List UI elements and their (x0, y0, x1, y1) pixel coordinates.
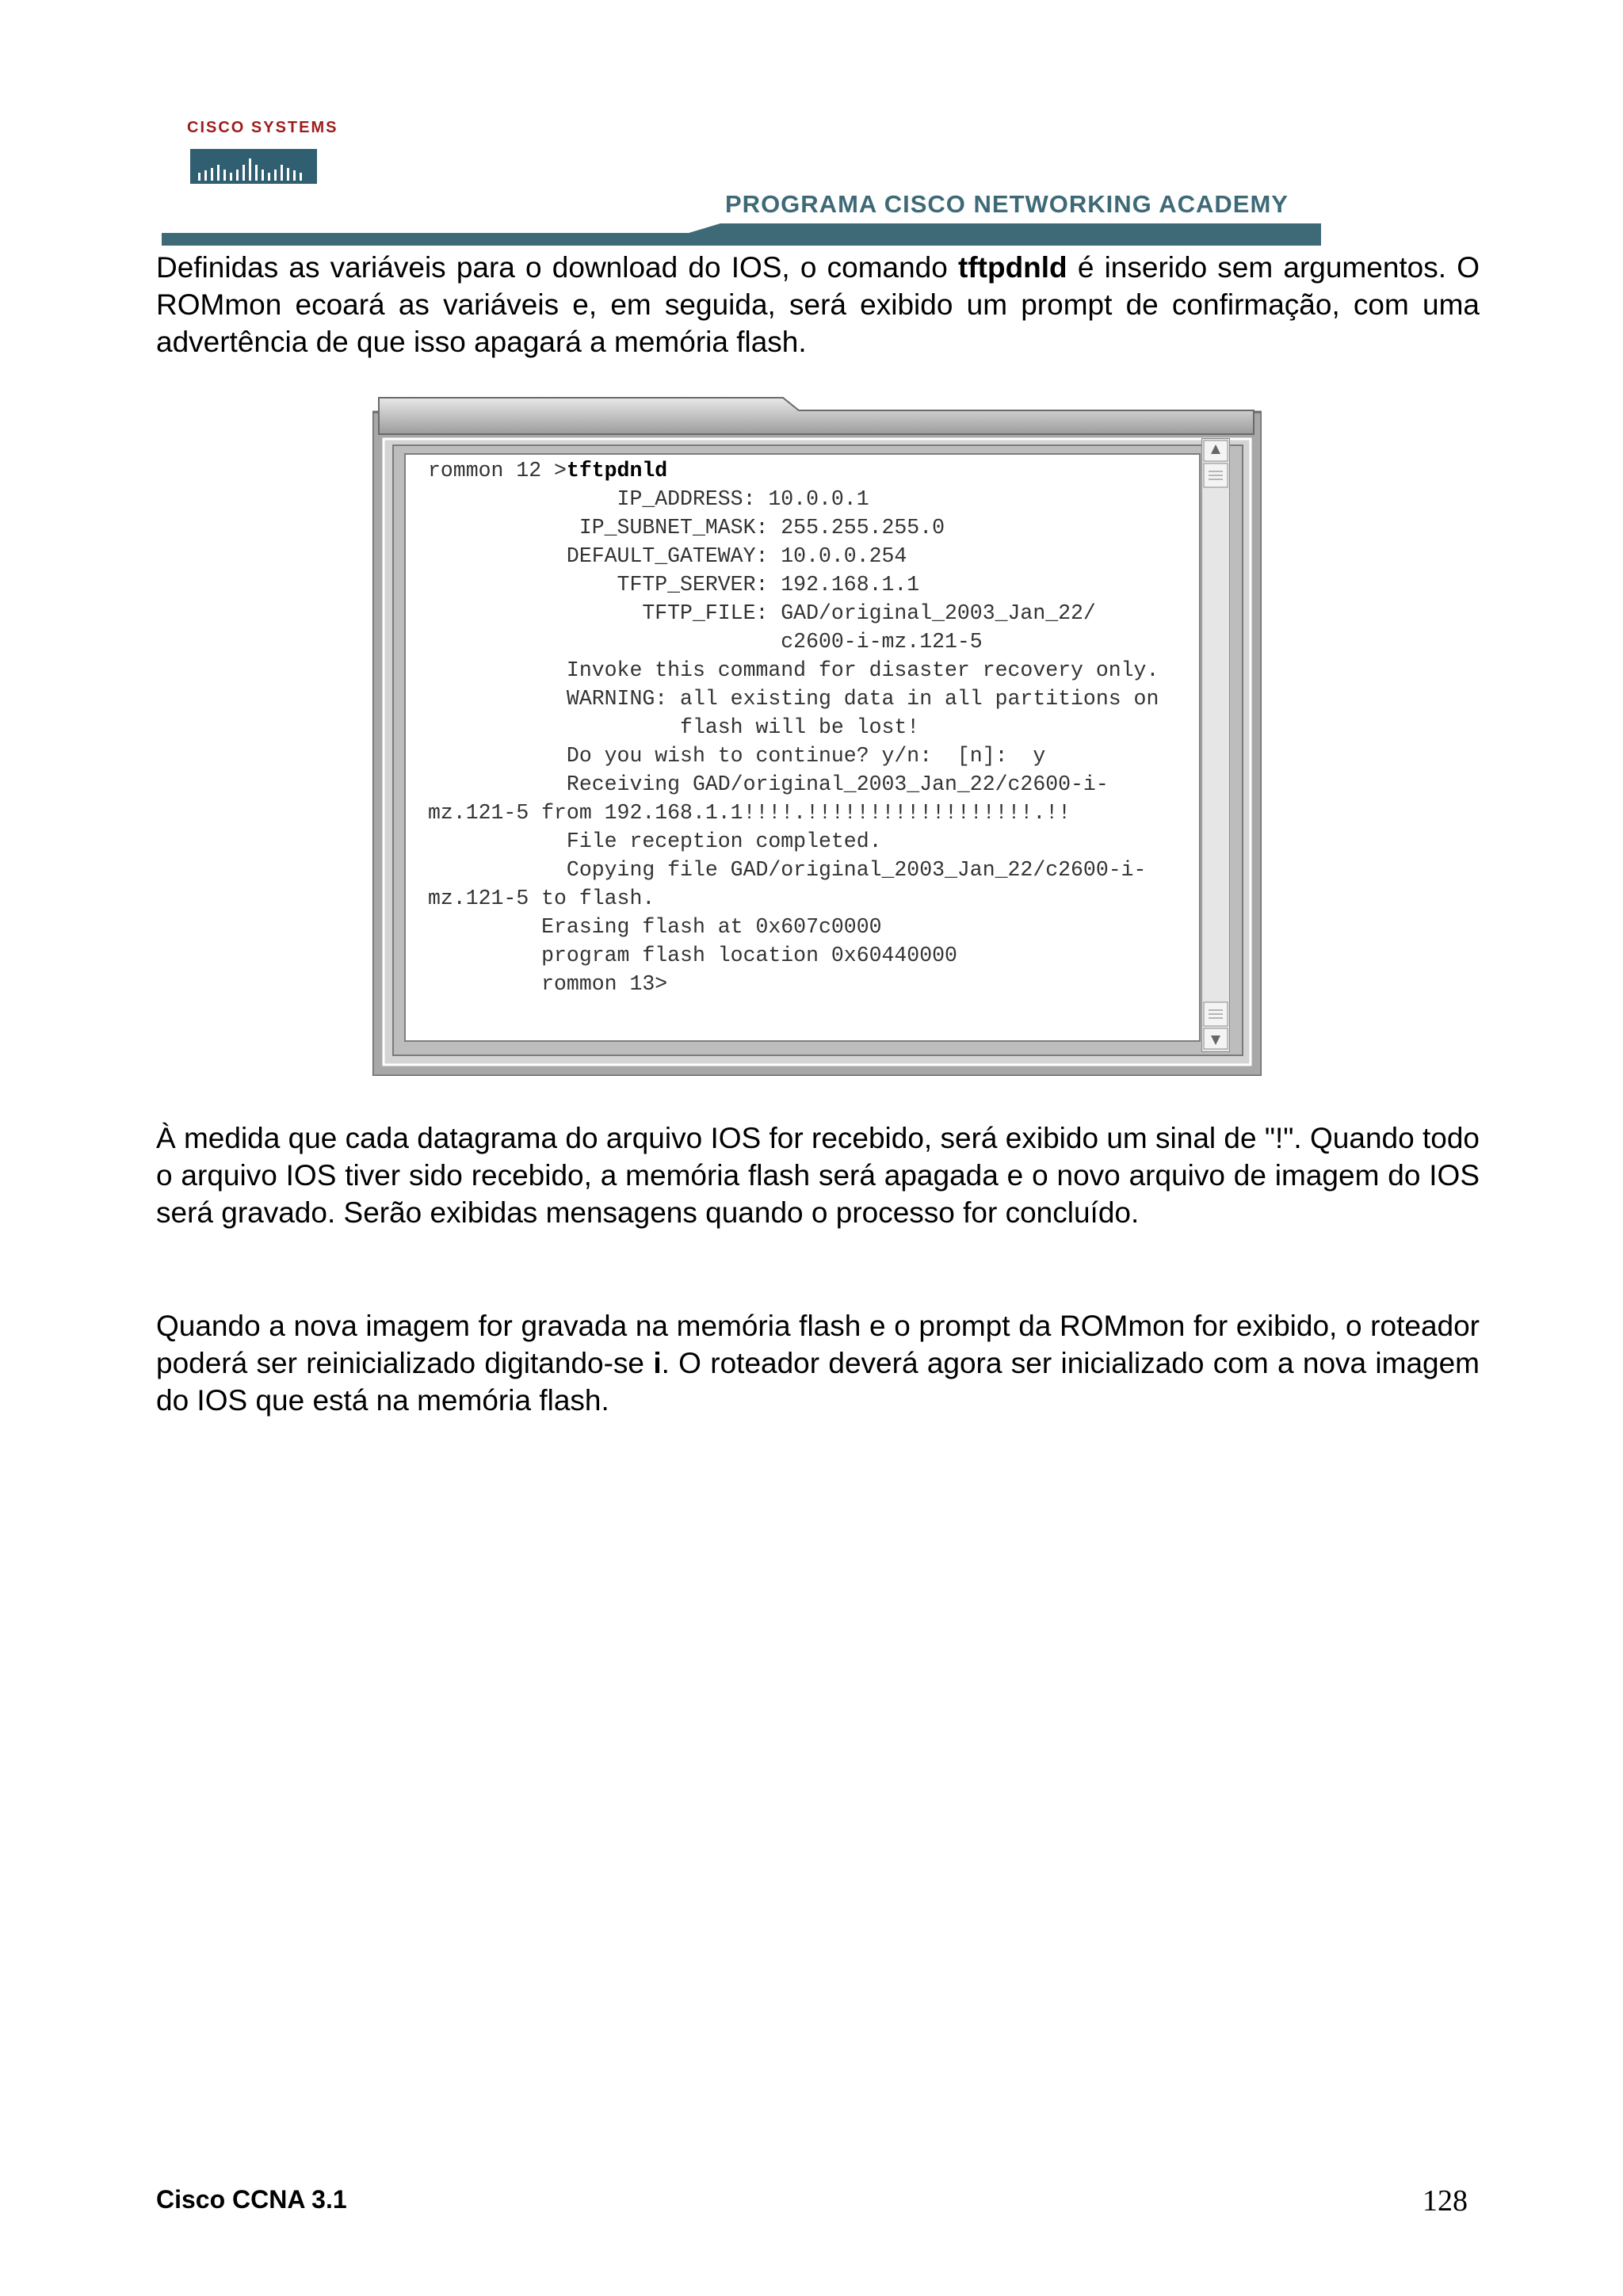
terminal-text (428, 456, 1159, 998)
rommon-prompt: rommon 12 > (428, 459, 567, 482)
terminal-line: program flash location 0x60440000 (541, 944, 957, 967)
page-number: 128 (1423, 2184, 1468, 2218)
vertical-scrollbar[interactable] (1201, 438, 1230, 1052)
terminal-line: File reception completed. (566, 830, 882, 853)
terminal-line: mz.121-5 to flash. (428, 887, 655, 910)
terminal-line: Receiving GAD/original_2003_Jan_22/c2600-i- (566, 772, 1109, 796)
intro-paragraph: Definidas as variáveis para o download do IOS, o comando tftpdnld é inserido sem argumentos. O ROMmon ecoará as variáveis e, em seguida, será exibido um prompt de confirmação, com uma advertência de que isso apagará a memória flash. (156, 251, 1480, 358)
terminal-line: Copying file GAD/original_2003_Jan_22/c2600-i- (566, 858, 1147, 882)
terminal-line: WARNING: all existing data in all partitions on (566, 687, 1159, 711)
logo-wordmark: CISCO SYSTEMS (187, 119, 338, 136)
terminal-line: Invoke this command for disaster recovery only. (566, 658, 1159, 682)
academy-title: PROGRAMA CISCO NETWORKING ACADEMY (725, 190, 1289, 218)
terminal-lines (428, 487, 1159, 996)
reboot-paragraph: Quando a nova imagem for gravada na memória flash e o prompt da ROMmon for exibido, o roteador poderá ser reinicializado digitando-se i. O roteador deverá agora ser inicializado com a nova imagem do IOS que está na memória flash. (156, 1310, 1480, 1417)
typed-command: tftpdnld (566, 459, 668, 482)
terminal-line: DEFAULT_GATEWAY: 10.0.0.254 (566, 544, 907, 568)
terminal-line: flash will be lost! (680, 715, 920, 739)
datagram-paragraph: À medida que cada datagrama do arquivo IOS for recebido, será exibido um sinal de "!". Quando todo o arquivo IOS tiver sido recebido, a memória flash será apagada e o novo arquivo de imagem do IOS será gravado. Serão exibidas mensagens quando o processo for concluído. (156, 1122, 1480, 1229)
footer-course-title: Cisco CCNA 3.1 (156, 2185, 347, 2214)
reset-command: i (653, 1347, 662, 1379)
cisco-systems-logo (187, 119, 338, 192)
terminal-line: c2600-i-mz.121-5 (781, 630, 983, 654)
tftpdnld-command: tftpdnld (958, 251, 1067, 284)
cisco-bridge-icon (190, 149, 321, 184)
terminal-line: mz.121-5 from 192.168.1.1!!!!.!!!!!!!!!!!!!!!!!!.!! (428, 801, 1071, 825)
header-band (162, 223, 1321, 246)
terminal-screenshot (372, 396, 1262, 1076)
terminal-line: rommon 13> (428, 972, 668, 996)
terminal-line: TFTP_FILE: GAD/original_2003_Jan_22/ (642, 601, 1096, 625)
terminal-line: IP_ADDRESS: 10.0.0.1 (617, 487, 869, 511)
terminal-line: TFTP_SERVER: 192.168.1.1 (617, 573, 920, 597)
terminal-line: Do you wish to continue? y/n: [n]: y (566, 744, 1046, 768)
terminal-line: Erasing flash at 0x607c0000 (541, 915, 882, 939)
terminal-line: IP_SUBNET_MASK: 255.255.255.0 (579, 516, 945, 540)
